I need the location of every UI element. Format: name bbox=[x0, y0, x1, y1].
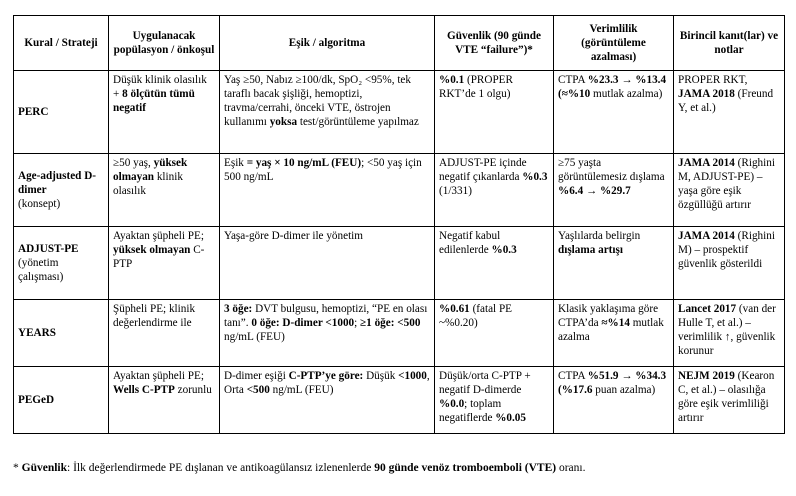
strategy-name: YEARS bbox=[18, 327, 56, 339]
table-row bbox=[14, 71, 785, 154]
table-row bbox=[14, 154, 785, 227]
population-cell: Ayaktan şüpheli PE; yüksek olmayan C-PTP bbox=[109, 227, 220, 300]
table-row bbox=[14, 367, 785, 434]
population-cell: Şüpheli PE; klinik değerlendirme ile bbox=[109, 300, 220, 367]
population-cell: ≥50 yaş, yüksek olmayan klinik olasılık bbox=[109, 154, 220, 227]
strategy-name: ADJUST-PE bbox=[18, 243, 79, 255]
header-safety: Güvenlik (90 günde VTE “failure”)* bbox=[435, 16, 554, 71]
header-threshold: Eşik / algoritma bbox=[220, 16, 435, 71]
strategy-subtitle: (konsept) bbox=[18, 198, 61, 210]
strategy-name: Age-adjusted D-dimer bbox=[18, 170, 96, 196]
population-cell: Düşük klinik olasılık + 8 ölçütün tümü negatif bbox=[109, 71, 220, 154]
table-row bbox=[14, 227, 785, 300]
efficiency-cell: Yaşlılarda belirgin dışlama artışı bbox=[554, 227, 674, 300]
header-population: Uygulanacak popülasyon / önkoşul bbox=[109, 16, 220, 71]
header-evidence: Birincil kanıt(lar) ve notlar bbox=[674, 16, 785, 71]
header-row bbox=[14, 16, 785, 71]
safety-cell: ADJUST-PE içinde negatif çıkanlarda %0.3 (1/331) bbox=[435, 154, 554, 227]
strategy-cell bbox=[14, 154, 109, 227]
threshold-cell: Eşik = yaş × 10 ng/mL (FEU); <50 yaş için 500 ng/mL bbox=[220, 154, 435, 227]
efficiency-cell: ≥75 yaşta görüntülemesiz dışlama %6.4 → %29.7 bbox=[554, 154, 674, 227]
safety-cell: %0.61 (fatal PE ~%0.20) bbox=[435, 300, 554, 367]
safety-cell: Negatif kabul edilenlerde %0.3 bbox=[435, 227, 554, 300]
efficiency-cell: CTPA %23.3 → %13.4 (≈%10 mutlak azalma) bbox=[554, 71, 674, 154]
threshold-cell: Yaşa-göre D-dimer ile yönetim bbox=[220, 227, 435, 300]
footnote: * Güvenlik: İlk değerlendirmede PE dışlanan ve antikoagülansız izlenenlerde 90 günde venöz tromboemboli (VTE) oranı. bbox=[13, 462, 586, 474]
efficiency-cell: Klasik yaklaşıma göre CTPA’da ≈%14 mutlak azalma bbox=[554, 300, 674, 367]
strategy-cell bbox=[14, 71, 109, 154]
strategy-subtitle: (yönetim çalışması) bbox=[18, 257, 64, 283]
threshold-cell: D-dimer eşiği C-PTP’ye göre: Düşük <1000, Orta <500 ng/mL (FEU) bbox=[220, 367, 435, 434]
header-strategy: Kural / Strateji bbox=[14, 16, 109, 71]
threshold-cell: 3 öğe: DVT bulgusu, hemoptizi, “PE en olası tanı”. 0 öğe: D-dimer <1000; ≥1 öğe: <500 ng/mL (FEU) bbox=[220, 300, 435, 367]
evidence-cell: JAMA 2014 (Righini M, ADJUST-PE) – yaşa göre eşik özgüllüğü artırır bbox=[674, 154, 785, 227]
safety-cell: %0.1 (PROPER RKT’de 1 olgu) bbox=[435, 71, 554, 154]
strategy-cell bbox=[14, 300, 109, 367]
population-cell: Ayaktan şüpheli PE; Wells C-PTP zorunlu bbox=[109, 367, 220, 434]
strategy-cell bbox=[14, 227, 109, 300]
strategy-cell bbox=[14, 367, 109, 434]
evidence-cell: NEJM 2019 (Kearon C, et al.) – olasılığa göre eşik verimliliği artırır bbox=[674, 367, 785, 434]
evidence-cell: JAMA 2014 (Righini M) – prospektif güvenlik gösterildi bbox=[674, 227, 785, 300]
evidence-table bbox=[13, 15, 785, 434]
evidence-cell: Lancet 2017 (van der Hulle T, et al.) – verimlilik ↑, güvenlik korunur bbox=[674, 300, 785, 367]
strategy-name: PEGeD bbox=[18, 394, 55, 406]
strategy-name: PERC bbox=[18, 106, 49, 118]
evidence-cell: PROPER RKT, JAMA 2018 (Freund Y, et al.) bbox=[674, 71, 785, 154]
safety-cell: Düşük/orta C-PTP + negatif D-dimerde %0.0; toplam negatiflerde %0.05 bbox=[435, 367, 554, 434]
header-efficiency: Verimlilik (görüntüleme azalması) bbox=[554, 16, 674, 71]
table-row bbox=[14, 300, 785, 367]
threshold-cell: Yaş ≥50, Nabız ≥100/dk, SpO₂ <95%, tek taraflı bacak şişliği, hemoptizi, travma/cerrahi, önceki VTE, östrojen kullanımı yoksa test/görüntüleme yapılmaz bbox=[220, 71, 435, 154]
efficiency-cell: CTPA %51.9 → %34.3 (%17.6 puan azalma) bbox=[554, 367, 674, 434]
